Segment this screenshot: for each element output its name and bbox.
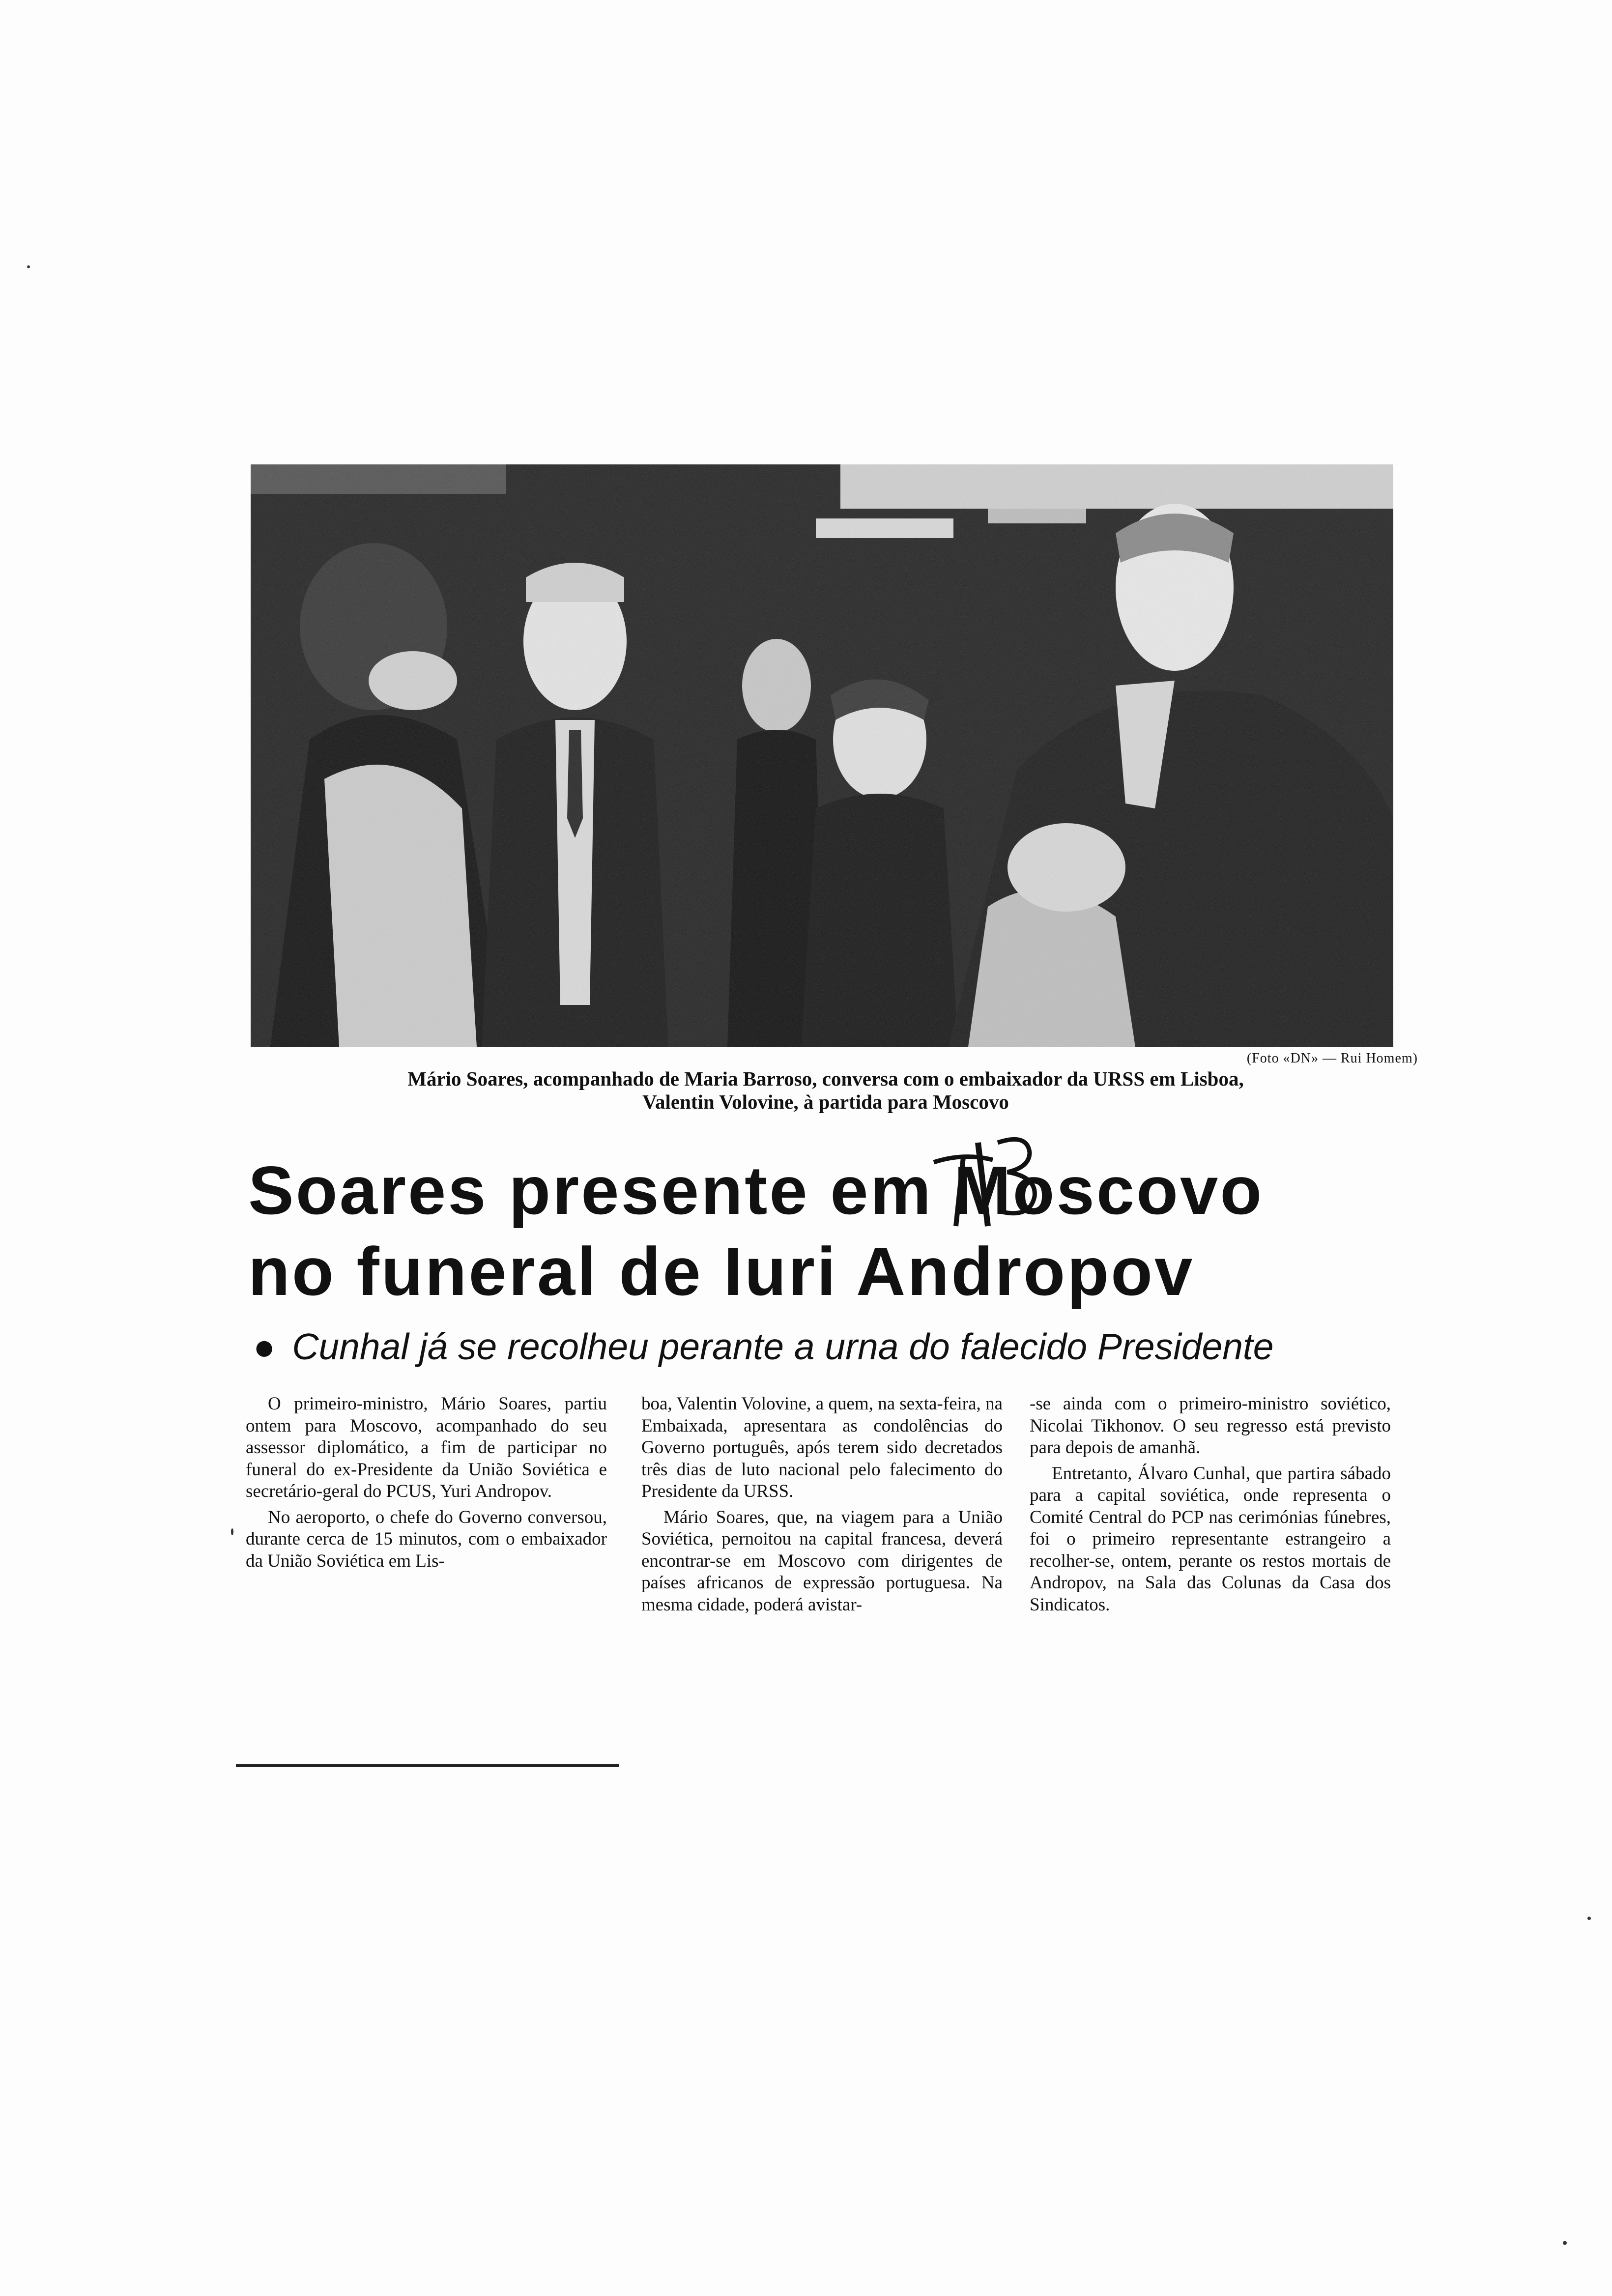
article-paragraph: Entretanto, Álvaro Cunhal, que partira sábado para a capital soviética, onde representa o Comité Central do PCP nas cerimónias fúnebres, foi o primeiro representante estrangeiro a recolher-se, ontem, perante os restos mortais de Andropov, na Sala das Colunas da Casa dos Sindicatos.	[1030, 1463, 1391, 1615]
headline-line-2: no funeral de Iuri Andropov	[248, 1234, 1195, 1310]
handwritten-annotation-icon	[929, 1133, 1057, 1231]
photo-caption-line-1: Mário Soares, acompanhado de Maria Barroso, conversa com o embaixador da URSS em Lisboa,	[407, 1067, 1244, 1090]
scan-speck	[1563, 2241, 1567, 2245]
scan-speck	[231, 1528, 233, 1535]
article-paragraph: O primeiro-ministro, Mário Soares, partiu ontem para Moscovo, acompanhado do seu assessor diplomático, a fim de participar no funeral do ex-Presidente da União Soviética e secretário-geral do PCUS, Yuri Andropov.	[246, 1394, 607, 1501]
article-column-2	[641, 1393, 1003, 1620]
subheadline	[253, 1324, 1433, 1369]
article-paragraph: Mário Soares, que, na viagem para a União Soviética, pernoitou na capital francesa, deverá encontrar-se em Moscovo com dirigentes de países africanos de expressão portuguesa. Na mesma cidade, poderá avistar-	[641, 1507, 1003, 1615]
article-paragraph: boa, Valentin Volovine, a quem, na sexta-feira, na Embaixada, apresentara as condolências do Governo português, após terem sido decretados três dias de luto nacional pelo falecimento do Presidente da URSS.	[641, 1394, 1003, 1501]
photo-caption	[251, 1067, 1401, 1114]
news-photo-image	[251, 464, 1393, 1047]
column-end-rule	[236, 1764, 619, 1767]
headline-line-1: Soares presente em Moscovo	[248, 1152, 1264, 1229]
scan-speck	[1587, 1917, 1591, 1920]
news-photo	[251, 464, 1393, 1047]
article-column-3	[1030, 1393, 1391, 1620]
article-column-1	[246, 1393, 607, 1576]
article-paragraph: No aeroporto, o chefe do Governo conversou, durante cerca de 15 minutos, com o embaixador da União Soviética em Lis-	[246, 1507, 607, 1571]
headline	[248, 1150, 1428, 1312]
photo-credit: (Foto «DN» — Rui Homem)	[1246, 1051, 1418, 1066]
article-paragraph: -se ainda com o primeiro-ministro soviético, Nicolai Tikhonov. O seu regresso está previsto para depois de amanhã.	[1030, 1394, 1391, 1458]
subheadline-text: Cunhal já se recolheu perante a urna do falecido Presidente	[292, 1326, 1274, 1367]
photo-caption-line-2: Valentin Volovine, à partida para Moscovo	[642, 1091, 1009, 1113]
subheadline-bullet: ●	[253, 1326, 276, 1367]
scan-speck	[27, 265, 30, 268]
